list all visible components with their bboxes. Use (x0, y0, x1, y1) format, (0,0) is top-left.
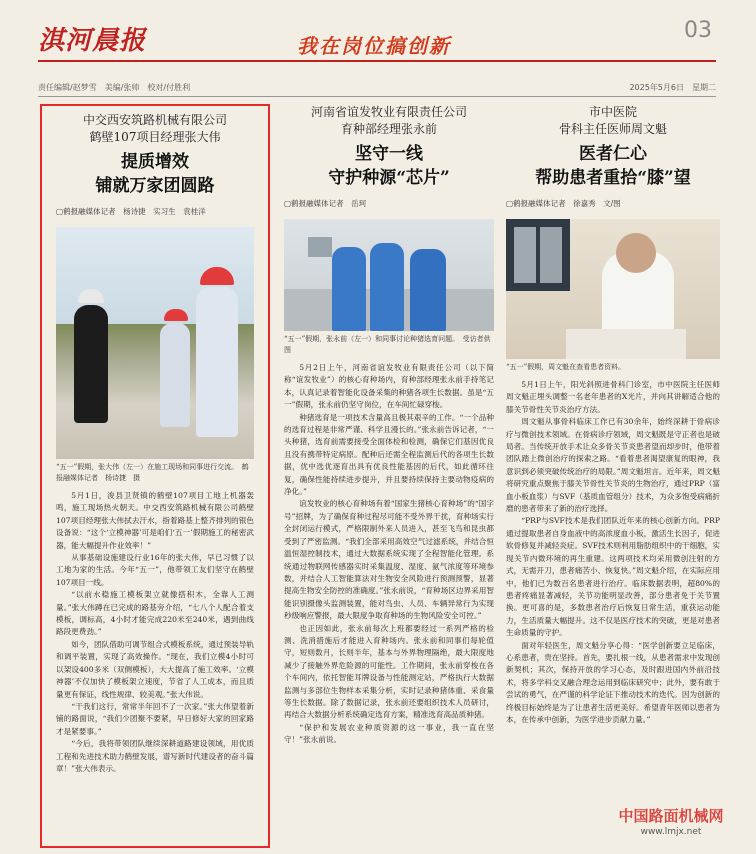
headline-line: 守护种源“芯片” (328, 168, 450, 188)
watermark-url: www.lmjx.net (640, 827, 702, 837)
article-headline (284, 142, 494, 190)
equipment-panel (308, 237, 332, 257)
kicker-line: 骨科主任医师周文魁 (558, 122, 667, 136)
officer-figure (196, 287, 238, 437)
worker-figure (370, 243, 404, 331)
article-kicker (56, 112, 254, 146)
article-byline: ▢鹤报融媒体记者 徐嘉秀 文/图 (506, 199, 621, 208)
site-watermark (596, 806, 746, 850)
section-banner: 我在岗位搞创新 (297, 34, 451, 58)
worker-figure (332, 247, 366, 331)
paragraph: “干我们这行，常常半年回不了一次家。”张大伟望着新铺的路面说，“我们少团聚不要紧，早日修好大家的回家路才是紧要事。” (56, 701, 254, 736)
photo-caption: “五一”假期，周文魁在查看患者资料。 (506, 363, 626, 371)
headline-line: 坚守一线 (355, 144, 423, 164)
masthead-rule (38, 60, 716, 62)
article-photo (506, 219, 720, 359)
paragraph: 周文魁从事骨科临床工作已有30余年，始终深耕于骨病诊疗与微创技术领域。在骨病诊疗领域，周文魁既是守正者也是破局者。当传统开放手术让众多骨关节炎患者望而却步时，他带着团队踏上微创治疗的探索之路。“看着患者渴望康复的眼神，我意识到必须突破传统治疗的局限。”周文魁坦言。近年来，周文魁将研究重点聚焦于膝关节骨性关节炎的生物治疗，通过PRP（富血小板血浆）与SVF（基质血管组分）技术，为众多饱受病痛折磨的患者带来了新的治疗选择。 (506, 417, 720, 514)
newspaper-logo: 淇河晨报 (38, 26, 147, 56)
photo-caption: “五一”假期，张大伟（左一）在施工现场和同事进行交流。 鹤报融媒体记者 杨诗捷 摄 (56, 463, 249, 482)
article-orthopedics (506, 104, 720, 848)
article-road-construction (40, 104, 270, 848)
article-kicker (506, 104, 720, 138)
headline-line: 帮助患者重拾“膝”望 (535, 168, 691, 188)
paragraph: 5月1日，浚县卫贤镇的鹤壁107项目工地上机器轰鸣，施工现场热火朝天。中交西安筑路机械有限公司鹤壁107项目经理张大伟拭去汗水，指着路基上整齐排列的银色设备说：“这个‘立模神器’可是咱们‘五一’假期施工的秘密武器，能大幅提升作业效率！” (56, 491, 254, 550)
paragraph: 5月2日上午，河南省谊发牧业有限责任公司（以下简称“谊发牧业”）的核心育种场内，育种部经理张永前手持笔记本，认真记录着智能化设备采集的种猪各项生长数据。虽是“五一”假期，张永前仍坚守岗位，在车间忙碌穿梭。 (284, 363, 494, 410)
paragraph: 从事基础设施建设行业16年的张大伟，早已习惯了以工地为家的生活。今年“五一”，他带领工友们坚守在鹤壁107项目一线。 (56, 553, 254, 587)
paragraph: 如今，团队借助可调节组合式模板系统，通过预装导轨和调平装置，实现了高效操作。“现在，我们立模4小时可以架设400多米（双侧模板），大大提高了施工效率。‘立模神器’不仅加快了模板架立速度，节省了人工成本，而且质量更有保证，线性规律、较美观。”张大伟说。 (56, 639, 254, 699)
page-number: 03 (684, 18, 712, 43)
kicker-line: 中交西安筑路机械有限公司 (82, 113, 227, 127)
info-row (38, 80, 716, 94)
photo-caption: “五一”假期，张永前（左一）和同事讨论种猪选育问题。 受访者供图 (284, 335, 491, 354)
headline-line: 提质增效 (121, 152, 189, 172)
paragraph: 也正因如此，张永前每次上班都要经过一系列严格的检测、洗消措施后才能进入育种场内。张永前和同事们每轮值守，短则数月，长则半年，基本与外界物理隔绝，最大限度地减少了接触外界危险源的可能性。工作期间，张永前穿梭在各个车间内，依托智能耳牌设备与性能测定站，严格执行大数据监测与多部位生物样本采集分析，实时记录种猪体重、采食量等生长数据。除了数据记录，张永前还要组织技术人员研讨，再结合大数据分析系统确定选育方案，精准选育高品质种猪。 (284, 623, 494, 720)
masthead (0, 0, 756, 78)
paragraph: “今后，我将带领团队继续深耕道路建设领域，用优质工程和先进技术助力鹤壁发展，谱写新时代建设者的奋斗篇章！”张大伟表示。 (56, 739, 254, 773)
paragraph: “PRP与SVF技术是我们团队近年来的核心创新方向。PRP通过提取患者自身血液中的高浓度血小板，激活生长因子，促进软骨修复并减轻炎症。SVF技术则利用脂肪组织中的干细胞，实现关节内微环境的再生重建。这两项技术均采用微创注射的方式，无需开刀，患者痛苦小、恢复快。”周文魁介绍，在实际应用中，他们已为数百名患者进行治疗。临床数据表明，超80%的患者疼痛显著减轻，关节功能明显改善，部分患者免于关节置换。更可喜的是，多数患者治疗后恢复日常生活，重获运动能力，生活质量大幅提升。这不仅是医疗技术的突破，更是对患者生命质量的守护。 (506, 516, 720, 638)
worker-figure (74, 305, 108, 423)
staff-figure (160, 323, 190, 427)
kicker-line: 鹤壁107项目经理张大伟 (89, 130, 221, 144)
article-photo (284, 219, 494, 331)
editor-credits: 责任编辑/赵梦雪 美编/张帅 校对/付胜利 (38, 83, 191, 92)
worker-figure (410, 249, 446, 331)
header-divider (38, 96, 716, 97)
article-body (506, 379, 720, 726)
xray-film (540, 227, 562, 283)
article-kicker (284, 104, 494, 138)
kicker-line: 市中医院 (588, 105, 637, 119)
paragraph: 面对年轻医生，周文魁分享心得：“医学创新要立足临床，心系患者，贵在坚持。首先，要扎根一线，从患者需求中发现创新契机；其次，保持开放的学习心态，及时跟进国内外前沿技术，将多学科交叉融合理念运用到临床研究中；此外，要有敢于尝试的勇气，在严谨的科学论证下推动技术的迭代。因为创新的终极目标始终是为了让患者生活更美好。希望青年医师以患者为本，在传承中创新，为医学进步贡献力量。” (506, 640, 720, 724)
issue-date: 2025年5月6日 星期二 (629, 83, 716, 92)
article-pig-breeding (284, 104, 494, 848)
article-body (56, 490, 254, 775)
headline-line: 医者仁心 (579, 144, 647, 164)
article-headline (506, 142, 720, 190)
doctor-head (616, 233, 656, 273)
paragraph: 谊发牧业的核心育种场有着“国家生猪核心育种场”的“国字号”招牌，为了确保育种过程尽可能不受外界干扰，育种场实行全封闭运行模式，严格限制外来人员进入，甚至飞鸟和昆虫都受到了严密监测。“我们全部采用高效空气过滤系统，并结合恒温恒湿控制技术，通过大数据系统实现了全程智能化管理。系统通过物联网传感器实时采集温度、湿度、氨气浓度等环境参数，并结合人工智能算法对生物安全风险进行预测预警，显著提高生物安全防控的准确度。”张永前说，“育种场区边界采用智能识别摄像头监测装置，能对鸟虫、人员、车辆异常行为实现秒级响应警报，最大限度争取育种场的生物风险安全可控。” (284, 499, 494, 621)
kicker-line: 育种部经理张永前 (340, 122, 437, 136)
watermark-title: 中国路面机械网 (618, 807, 724, 825)
article-byline: ▢鹤报融媒体记者 杨诗捷 实习生 袁桂洋 (56, 207, 206, 216)
paragraph: 5月1日上午，阳光斜照进骨科门诊室，市中医院主任医师周文魁正埋头调整一名老年患者的X光片，并向其讲解适合他的膝关节骨性关节炎治疗方法。 (506, 380, 720, 414)
paragraph: “保护和发展农业种质资源的这一事业，我一直在坚守！”张永前说。 (284, 722, 494, 745)
paragraph: “以前水稳施工模板架立就像搭积木，全靠人工测量。”张大伟蹲在已完成的路基旁介绍，“七八个人配合着支模板，调标高，4小时才能完成220米至240米，遇到曲线路段更费劲。” (56, 590, 254, 637)
article-byline: ▢鹤报融媒体记者 岳珂 (284, 199, 367, 208)
desk (566, 329, 686, 359)
paragraph: 种猪选育是一项技术含量高且极其艰辛的工作。“一个品种的选育过程是非常严谨、科学且漫长的。”张永前告诉记者，“一头种猪，选育前需要接受全面体检和检测，确保它们基因优良且没有携带特定病原。配种后还需全程监测后代的各项生长数据，优中选优逐育出具有优良性能基因的后代，如此循环往复，确保性能持续进步提升，并且要持续保持主要动物疫病的净化。” (284, 412, 494, 497)
article-body (284, 362, 494, 747)
article-photo (56, 227, 254, 459)
xray-film (514, 227, 536, 283)
headline-line: 铺就万家团圆路 (95, 176, 215, 196)
safety-helmet-icon (164, 309, 188, 321)
kicker-line: 河南省谊发牧业有限责任公司 (310, 105, 467, 119)
article-headline (56, 150, 254, 198)
